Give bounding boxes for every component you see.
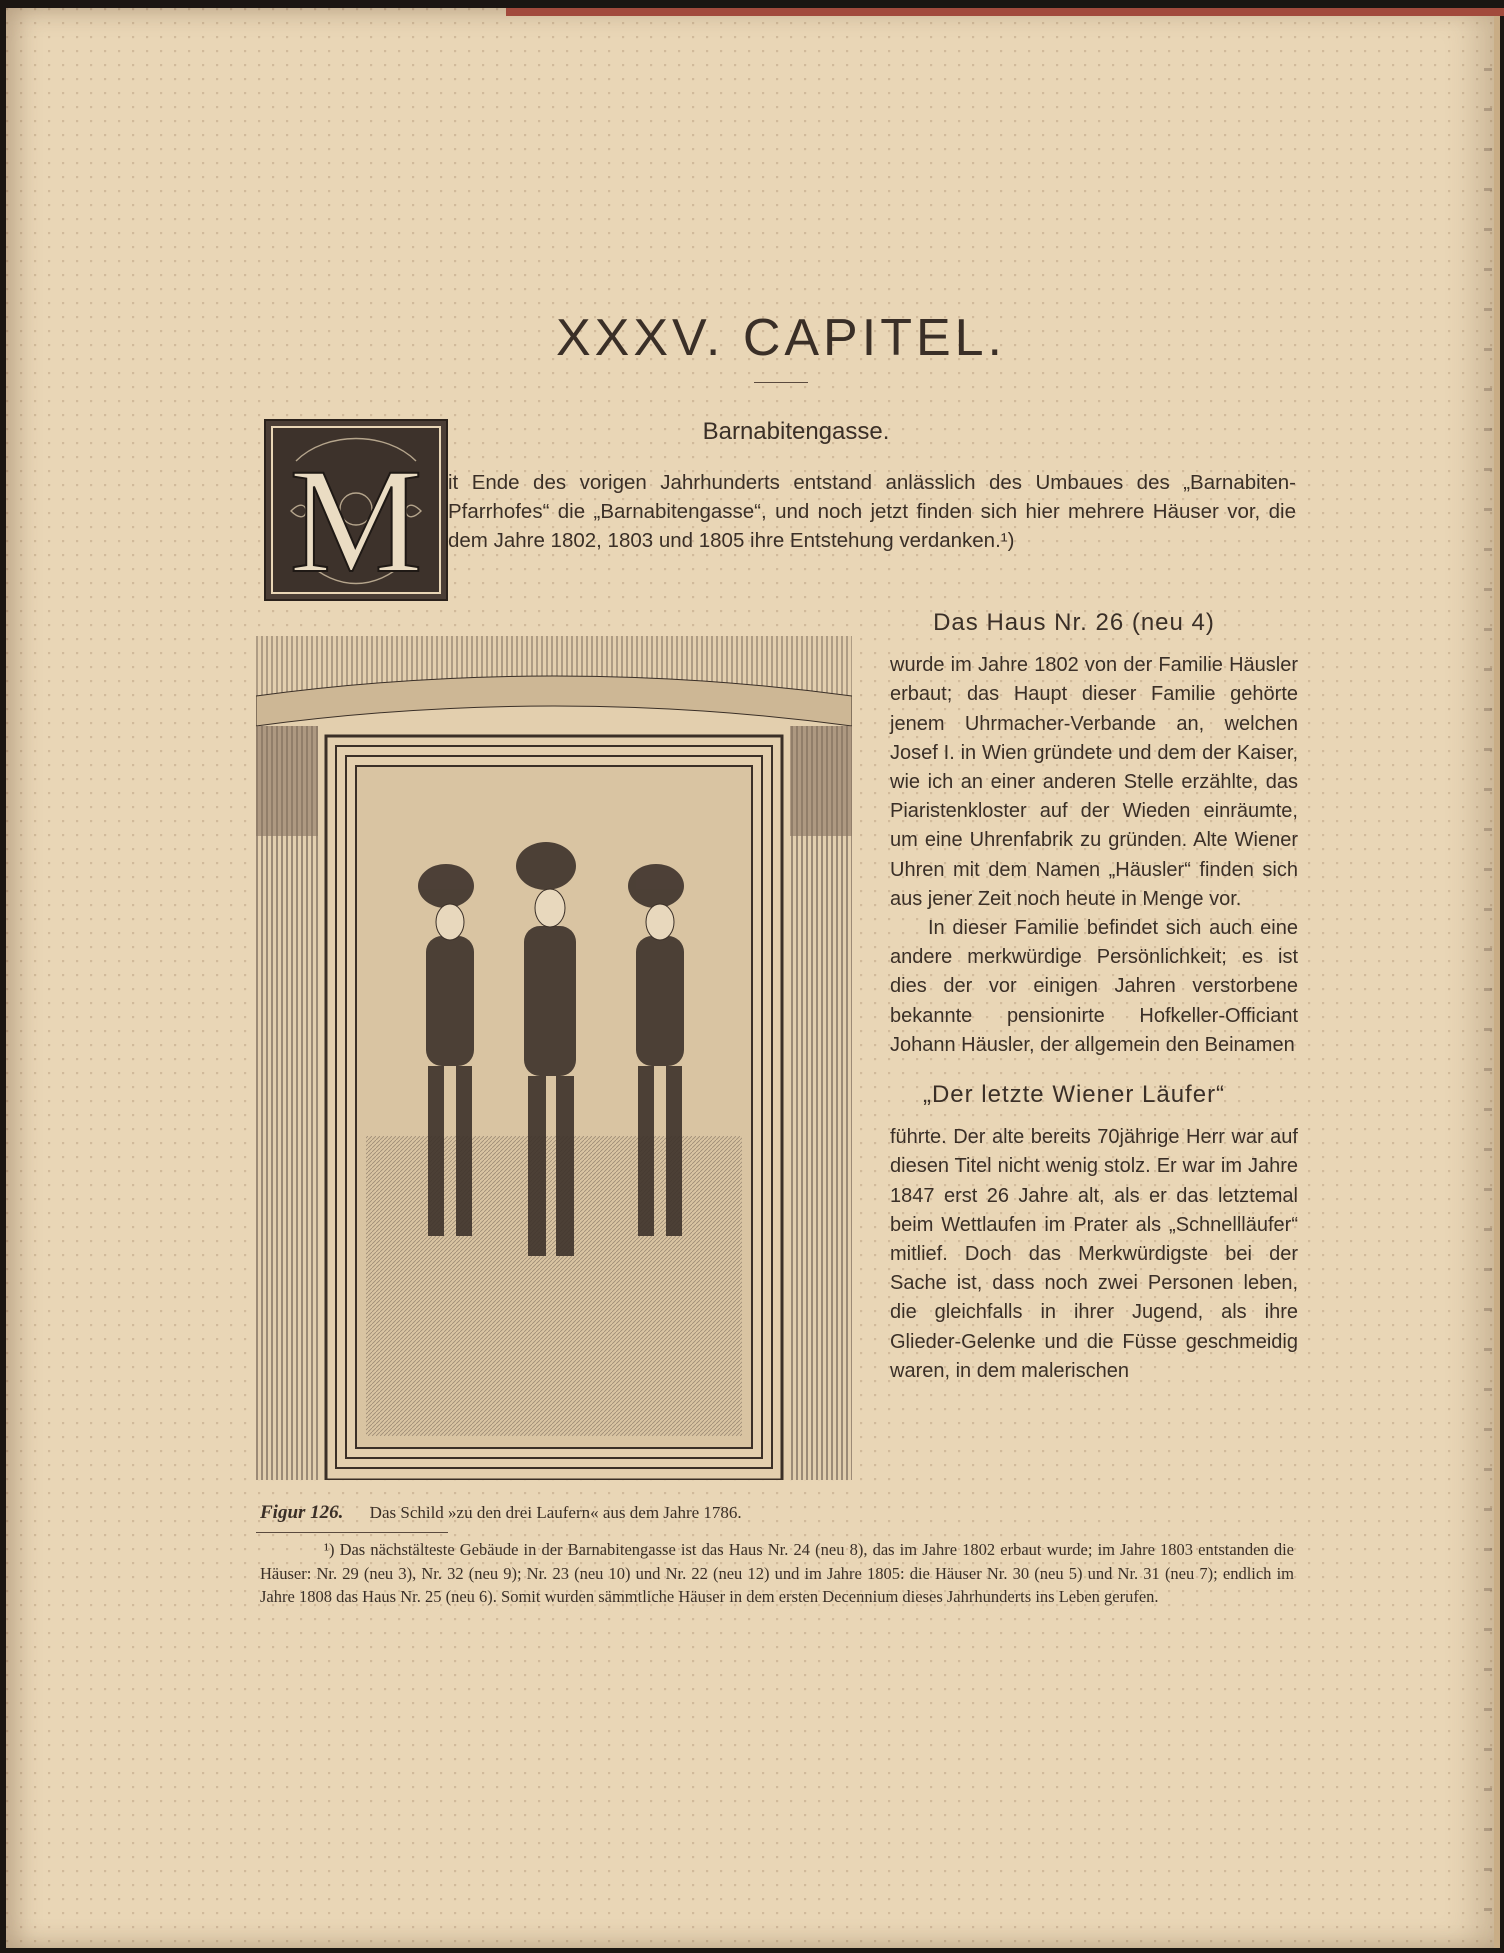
right-column [890,608,1298,1386]
chapter-title: XXXV. CAPITEL. [555,309,1007,367]
figure-caption [260,1502,860,1524]
footnote-divider [256,1532,448,1533]
title-divider [754,382,808,383]
figure-caption-text: Das Schild »zu den drei Laufern« aus dem Jahre 1786. [369,1503,742,1522]
heading-haus-nr-26: Das Haus Nr. 26 (neu 4) [933,609,1215,636]
intro-paragraph [448,468,1296,555]
paragraph-2: In dieser Familie befindet sich auch eine andere merkwürdige Persönlichkeit; es ist dies der vor einigen Jahren verstorbene bekannte pensionirte Hofkeller-Officiant Johann Häusler, der allgemein den Beinamen [890,917,1298,1056]
drop-cap-letter: M [289,438,423,599]
ornamental-drop-cap [264,419,448,601]
footnote-text: ¹) Das nächstälteste Gebäude in der Barnabitengasse ist das Haus Nr. 24 (neu 8), das im Jahre 1802 erbaut wurde; im Jahre 1803 entstanden die Häuser: Nr. 29 (neu 3), Nr. 32 (neu 9); Nr. 23 (neu 10) und Nr. 22 (neu 12) und im Jahre 1805: die Häuser Nr. 30 (neu 5) und Nr. 31 (neu 7); endlich im Jahre 1808 das Haus Nr. 25 (neu 6). Somit wurden sämmtliche Häuser in dem ersten Decennium dieses Jahrhunderts ins Leben gerufen. [260,1540,1294,1606]
paragraph-1: wurde im Jahre 1802 von der Familie Häusler erbaut; das Haupt dieser Familie gehörte jenem Uhrmacher-Verbande an, welchen Josef I. in Wien gründete und dem der Kaiser, wie ich an einer anderen Stelle erzählte, das Piaristenkloster auf der Wieden einräumte, um eine Uhrenfabrik zu gründen. Alte Wiener Uhren mit dem Namen „Häusler“ finden sich aus jener Zeit noch heute in Menge vor. [890,654,1298,910]
footnote [260,1538,1294,1609]
book-page [6,8,1500,1948]
page-edge-marks [1484,68,1492,1918]
page-top-edge [506,8,1504,16]
section-title: Barnabitengasse. [702,418,890,445]
figure-illustration [256,636,852,1480]
heading-letzte-wiener-laeufer: „Der letzte Wiener Läufer“ [922,1081,1226,1109]
paragraph-3: führte. Der alte bereits 70jährige Herr war auf diesen Titel nicht wenig stolz. Er war im Jahre 1847 erst 26 Jahre alt, als er das letztemal beim Wettlaufen im Prater als „Schnellläufer“ mitlief. Doch das Merkwürdigste bei der Sache ist, dass noch zwei Personen leben, die gleichfalls in ihrer Jugend, als ihre Glieder-Gelenke und die Füsse geschmeidig waren, in dem malerischen [890,1126,1298,1382]
intro-text: it Ende des vorigen Jahrhunderts entstand anlässlich des Umbaues des „Barnabiten-Pfarrhofes“ die „Barnabitengasse“, und noch jetzt finden sich hier mehrere Häuser vor, die dem Jahre 1802, 1803 und 1805 ihre Entstehung verdanken.¹) [448,471,1296,552]
figure-label: Figur 126. [260,1502,344,1523]
